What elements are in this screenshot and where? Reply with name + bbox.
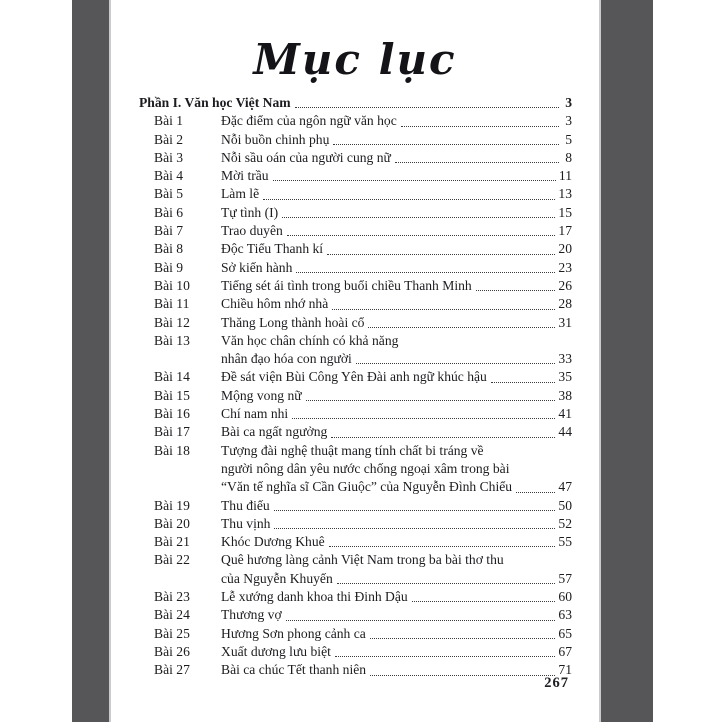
toc-row — [139, 625, 572, 643]
toc-row — [139, 167, 572, 185]
page-number: 47 — [558, 479, 572, 495]
lesson-title: Mời trầu — [221, 168, 269, 184]
lesson-title: Thăng Long thành hoài cổ — [221, 314, 365, 330]
lesson-number: Bài 3 — [154, 149, 184, 165]
lesson-title: Lễ xướng danh khoa thi Đinh Dậu — [221, 589, 408, 605]
section-label: Phần I. Văn học Việt Nam — [139, 95, 291, 110]
lesson-number: Bài 9 — [154, 259, 184, 275]
toc-row — [139, 533, 572, 551]
page-number: 60 — [558, 589, 572, 605]
page-number: 63 — [558, 607, 572, 623]
toc-row — [139, 314, 572, 332]
lesson-title: Văn học chân chính có khả năng — [221, 332, 399, 348]
dot-leader — [491, 368, 556, 386]
row-indent — [139, 277, 154, 295]
lesson-title: Chiều hôm nhớ nhà — [221, 296, 329, 312]
dot-leader — [370, 661, 555, 679]
lesson-title: Thu vịnh — [221, 515, 271, 531]
lesson-title: Chí nam nhi — [221, 406, 289, 422]
row-indent — [139, 661, 154, 679]
page-number: 3 — [565, 113, 572, 129]
lesson-title: Tự tình (I) — [221, 204, 279, 220]
dot-leader — [395, 149, 559, 167]
lesson-number — [154, 570, 221, 588]
lesson-number: Bài 25 — [154, 625, 190, 641]
dot-leader — [335, 643, 556, 661]
lesson-title: nhân đạo hóa con người — [221, 351, 352, 367]
dot-leader — [306, 387, 556, 405]
row-indent — [139, 149, 154, 167]
lesson-title: Sở kiến hành — [221, 259, 293, 275]
lesson-number: Bài 21 — [154, 534, 190, 550]
dot-leader — [282, 204, 555, 222]
dot-leader — [296, 259, 555, 277]
lesson-number: Bài 7 — [154, 223, 184, 239]
row-indent — [139, 368, 154, 386]
page-number: 23 — [558, 259, 572, 275]
lesson-number: Bài 8 — [154, 241, 184, 257]
row-indent — [139, 332, 154, 350]
toc-row — [139, 295, 572, 313]
lesson-title: Bài ca ngất ngưởng — [221, 424, 328, 440]
toc-row — [139, 588, 572, 606]
photo-background-strip-left — [72, 0, 111, 722]
row-indent — [139, 295, 154, 313]
row-indent — [139, 588, 154, 606]
toc-entries — [139, 112, 572, 679]
lesson-number: Bài 11 — [154, 296, 190, 312]
toc-row — [139, 222, 572, 240]
toc-row — [139, 112, 572, 130]
toc-row — [139, 570, 572, 588]
dot-leader — [274, 497, 556, 515]
row-indent — [139, 515, 154, 533]
dot-leader — [337, 570, 556, 588]
page-number: 71 — [558, 662, 572, 678]
toc-row — [139, 387, 572, 405]
page-number: 41 — [558, 406, 572, 422]
dot-leader — [295, 94, 559, 112]
page-number: 26 — [558, 277, 572, 293]
lesson-number: Bài 10 — [154, 277, 190, 293]
dot-leader — [327, 240, 555, 258]
toc-row — [139, 442, 572, 460]
lesson-number: Bài 2 — [154, 131, 184, 147]
page-number: 35 — [558, 369, 572, 385]
toc-row — [139, 643, 572, 661]
folio-page-number: 267 — [544, 675, 569, 691]
lesson-number — [154, 478, 221, 496]
lesson-number: Bài 6 — [154, 204, 184, 220]
lesson-title: Độc Tiểu Thanh kí — [221, 241, 324, 257]
dot-leader — [368, 314, 555, 332]
dot-leader — [274, 515, 555, 533]
page-number: 33 — [558, 351, 572, 367]
dot-leader — [356, 350, 556, 368]
dot-leader — [401, 112, 559, 130]
row-indent — [139, 478, 154, 496]
lesson-title: Thu điếu — [221, 497, 270, 513]
lesson-number: Bài 19 — [154, 497, 190, 513]
lesson-title: Quê hương làng cảnh Việt Nam trong ba bài thơ thu — [221, 552, 504, 568]
row-indent — [139, 112, 154, 130]
toc-row — [139, 551, 572, 569]
page-title: Mục lục — [253, 35, 457, 84]
page-number: 11 — [558, 168, 572, 184]
dot-leader — [476, 277, 556, 295]
toc-row — [139, 515, 572, 533]
toc-row — [139, 185, 572, 203]
lesson-title: Trao duyên — [221, 223, 283, 239]
lesson-number: Bài 12 — [154, 314, 190, 330]
toc-row — [139, 277, 572, 295]
toc-row — [139, 497, 572, 515]
lesson-title: Làm lẽ — [221, 186, 260, 202]
dot-leader — [370, 625, 556, 643]
dot-leader — [263, 185, 555, 203]
row-indent — [139, 387, 154, 405]
lesson-title: Đặc điểm của ngôn ngữ văn học — [221, 113, 397, 129]
table-of-contents — [139, 94, 572, 680]
page-number: 15 — [558, 204, 572, 220]
lesson-title: Đề sát viện Bùi Công Yên Đài anh ngữ khúc hậu — [221, 369, 487, 385]
row-indent — [139, 551, 154, 569]
lesson-title: “Văn tế nghĩa sĩ Cần Giuộc” của Nguyễn Đình Chiểu — [221, 479, 513, 495]
lesson-title: Bài ca chúc Tết thanh niên — [221, 662, 367, 678]
row-indent — [139, 460, 154, 478]
lesson-number: Bài 17 — [154, 424, 190, 440]
lesson-number: Bài 4 — [154, 168, 184, 184]
row-indent — [139, 405, 154, 423]
lesson-title: Khóc Dương Khuê — [221, 534, 325, 550]
dot-leader — [287, 222, 556, 240]
toc-row — [139, 405, 572, 423]
row-indent — [139, 570, 154, 588]
toc-row — [139, 606, 572, 624]
page-number: 57 — [558, 570, 572, 586]
row-indent — [139, 259, 154, 277]
lesson-title: Nỗi sầu oán của người cung nữ — [221, 149, 391, 165]
row-indent — [139, 497, 154, 515]
dot-leader — [273, 167, 556, 185]
row-indent — [139, 533, 154, 551]
page-number: 52 — [558, 515, 572, 531]
row-indent — [139, 204, 154, 222]
lesson-number: Bài 26 — [154, 643, 190, 659]
row-indent — [139, 240, 154, 258]
dot-leader — [332, 295, 555, 313]
lesson-number: Bài 1 — [154, 113, 184, 129]
page-number: 13 — [558, 186, 572, 202]
row-indent — [139, 167, 154, 185]
lesson-number: Bài 18 — [154, 442, 190, 458]
toc-row — [139, 423, 572, 441]
lesson-title: người nông dân yêu nước chống ngoại xâm trong bài — [221, 460, 510, 476]
book-page — [111, 0, 599, 722]
toc-row — [139, 131, 572, 149]
lesson-title: của Nguyễn Khuyến — [221, 570, 333, 586]
row-indent — [139, 423, 154, 441]
lesson-title: Tượng đài nghệ thuật mang tính chất bi tráng về — [221, 442, 484, 458]
row-indent — [139, 643, 154, 661]
toc-row — [139, 368, 572, 386]
lesson-number: Bài 27 — [154, 662, 190, 678]
toc-row — [139, 350, 572, 368]
dot-leader — [331, 423, 555, 441]
toc-row — [139, 661, 572, 679]
page-number: 67 — [558, 643, 572, 659]
row-indent — [139, 606, 154, 624]
page-number: 55 — [558, 534, 572, 550]
lesson-number — [154, 460, 221, 478]
lesson-number: Bài 5 — [154, 186, 184, 202]
row-indent — [139, 350, 154, 368]
row-indent — [139, 625, 154, 643]
section-page-number: 3 — [565, 95, 572, 110]
lesson-number: Bài 16 — [154, 406, 190, 422]
lesson-title: Xuất dương lưu biệt — [221, 643, 331, 659]
dot-leader — [292, 405, 555, 423]
lesson-title: Thương vợ — [221, 607, 282, 623]
lesson-title: Nỗi buồn chinh phụ — [221, 131, 330, 147]
dot-leader — [286, 606, 556, 624]
toc-row — [139, 204, 572, 222]
toc-row — [139, 149, 572, 167]
page-number: 20 — [558, 241, 572, 257]
lesson-number: Bài 14 — [154, 369, 190, 385]
lesson-title: Tiếng sét ái tình trong buổi chiều Thanh Minh — [221, 277, 472, 293]
page-number: 65 — [558, 625, 572, 641]
page-number: 31 — [558, 314, 572, 330]
lesson-title: Mộng vong nữ — [221, 387, 302, 403]
toc-row — [139, 478, 572, 496]
lesson-number: Bài 22 — [154, 552, 190, 568]
dot-leader — [412, 588, 556, 606]
page-number: 28 — [558, 296, 572, 312]
lesson-number: Bài 13 — [154, 332, 190, 348]
row-indent — [139, 185, 154, 203]
row-indent — [139, 131, 154, 149]
lesson-number — [154, 350, 221, 368]
page-number: 38 — [558, 387, 572, 403]
page-number: 5 — [565, 131, 572, 147]
toc-row — [139, 240, 572, 258]
page-number: 8 — [565, 149, 572, 165]
row-indent — [139, 442, 154, 460]
lesson-title: Hương Sơn phong cảnh ca — [221, 625, 366, 641]
page-number: 17 — [558, 223, 572, 239]
dot-leader — [516, 478, 555, 496]
toc-row — [139, 460, 572, 478]
lesson-number: Bài 20 — [154, 515, 190, 531]
toc-row — [139, 259, 572, 277]
lesson-number: Bài 15 — [154, 387, 190, 403]
page-number: 44 — [558, 424, 572, 440]
dot-leader — [329, 533, 556, 551]
lesson-number: Bài 23 — [154, 589, 190, 605]
row-indent — [139, 222, 154, 240]
toc-section-row — [139, 94, 572, 112]
lesson-number: Bài 24 — [154, 607, 190, 623]
page-number: 50 — [558, 497, 572, 513]
photo-background-strip-right — [599, 0, 653, 722]
row-indent — [139, 314, 154, 332]
toc-row — [139, 332, 572, 350]
dot-leader — [333, 131, 559, 149]
